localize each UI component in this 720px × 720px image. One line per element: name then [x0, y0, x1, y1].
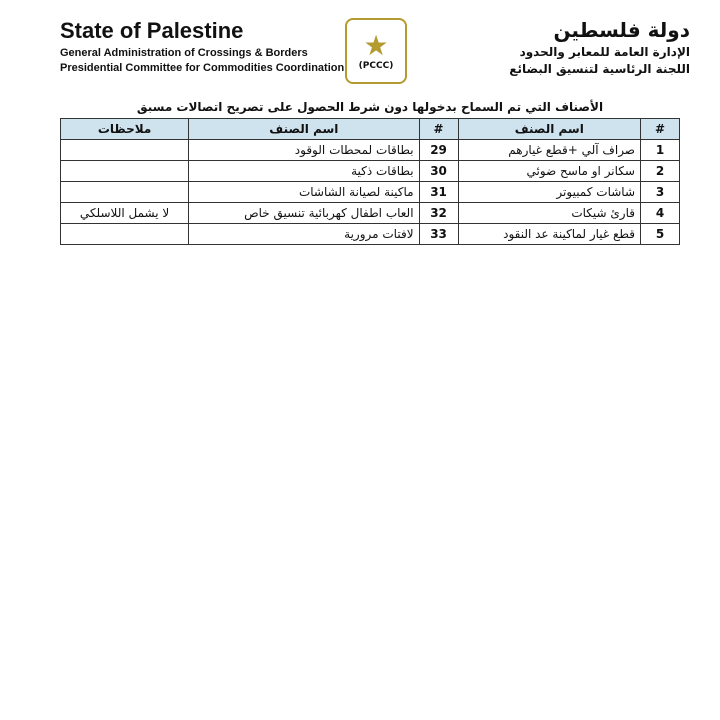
- arabic-header: [509, 18, 690, 76]
- cell-n2: 30: [419, 161, 458, 182]
- cell-n2: 29: [419, 140, 458, 161]
- cell-n1: 5: [641, 224, 680, 245]
- cell-name2: لافتات مرورية: [189, 224, 419, 245]
- cell-note: [61, 224, 189, 245]
- table-row: [61, 140, 680, 161]
- document-header: [0, 0, 720, 88]
- cell-name2: بطاقات لمحطات الوقود: [189, 140, 419, 161]
- arabic-subtitle-1: الإدارة العامة للمعابر والحدود: [519, 45, 690, 59]
- table-row: [61, 203, 680, 224]
- cell-name1: صراف آلي +قطع غيارهم: [458, 140, 640, 161]
- col-notes: ملاحظات: [61, 119, 189, 140]
- cell-n1: 1: [641, 140, 680, 161]
- table-title: الأصناف التي تم السماح بدخولها دون شرط الحصول على تصريح اتصالات مسبق: [136, 100, 604, 114]
- arabic-title: دولة فلسطين: [553, 18, 690, 42]
- cell-name2: ماكينة لصيانة الشاشات: [189, 182, 419, 203]
- english-title: State of Palestine: [60, 18, 244, 43]
- cell-n1: 2: [641, 161, 680, 182]
- pccc-logo: [345, 18, 407, 84]
- eagle-emblem-icon: ★: [363, 29, 389, 62]
- english-subtitle-2: Presidential Committee for Commodities Coordination: [60, 62, 345, 74]
- col-name-2: اسم الصنف: [189, 119, 419, 140]
- cell-name1: قطع غيار لماكينة عد النقود: [458, 224, 640, 245]
- cell-name2: العاب اطفال كهربائية تنسيق خاص: [189, 203, 419, 224]
- english-subtitle-1: General Administration of Crossings & Borders: [60, 47, 308, 59]
- col-num-1: #: [641, 119, 680, 140]
- table-row: [61, 161, 680, 182]
- cell-note: [61, 182, 189, 203]
- col-name-1: اسم الصنف: [458, 119, 640, 140]
- cell-n2: 31: [419, 182, 458, 203]
- cell-n2: 33: [419, 224, 458, 245]
- cell-note: لا يشمل اللاسلكي: [61, 203, 189, 224]
- table-header-row: [61, 119, 680, 140]
- cell-note: [61, 140, 189, 161]
- cell-name1: سكانر او ماسح ضوئي: [458, 161, 640, 182]
- cell-n2: 32: [419, 203, 458, 224]
- col-num-2: #: [419, 119, 458, 140]
- cell-name2: بطاقات ذكية: [189, 161, 419, 182]
- table-row: [61, 224, 680, 245]
- table-body: [61, 140, 680, 245]
- cell-n1: 4: [641, 203, 680, 224]
- items-table: [60, 118, 680, 245]
- table-row: [61, 182, 680, 203]
- cell-name1: قارئ شيكات: [458, 203, 640, 224]
- arabic-subtitle-2: اللجنة الرئاسية لتنسيق البضائع: [509, 62, 690, 76]
- cell-n1: 3: [641, 182, 680, 203]
- english-header: [60, 18, 344, 74]
- cell-note: [61, 161, 189, 182]
- logo-abbreviation: (PCCC): [358, 61, 394, 71]
- cell-name1: شاشات كمبيوتر: [458, 182, 640, 203]
